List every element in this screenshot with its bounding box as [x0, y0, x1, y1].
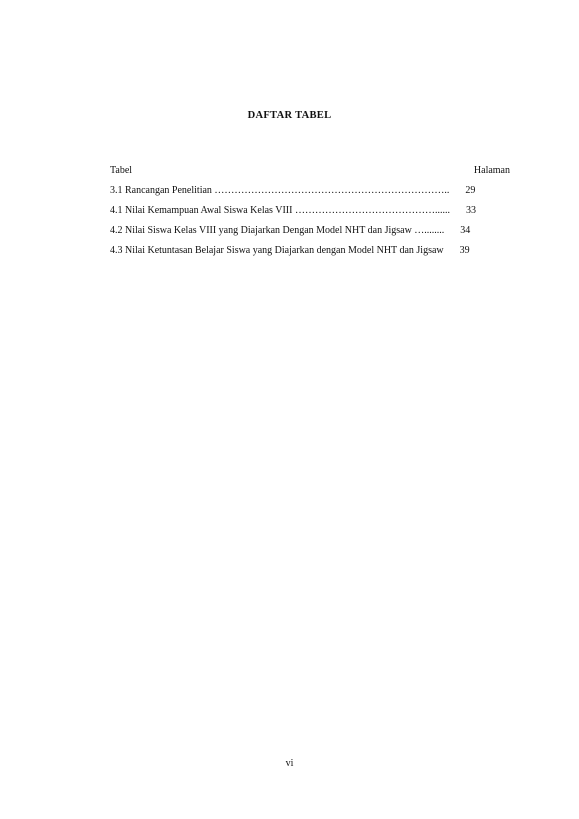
header-tabel: Tabel	[110, 165, 133, 176]
header-halaman: Halaman	[473, 165, 510, 176]
page-title: DAFTAR TABEL	[247, 110, 332, 121]
entry-page: 39	[459, 245, 470, 256]
page-number: vi	[285, 758, 294, 769]
entry-title: 4.1 Nilai Kemampuan Awal Siswa Kelas VIII ……………………………………......	[110, 205, 450, 216]
table-of-tables	[110, 165, 524, 265]
entry-title: 4.3 Nilai Ketuntasan Belajar Siswa yang Diajarkan dengan Model NHT dan Jigsaw	[110, 245, 444, 256]
entry-page: 33	[465, 205, 476, 216]
entry-page: 29	[465, 185, 476, 196]
entry-title: 3.1 Rancangan Penelitian ……………………………………………………………..	[110, 185, 450, 196]
list-item	[110, 245, 524, 265]
list-item	[110, 225, 524, 245]
toc-header	[110, 165, 524, 181]
entry-page: 34	[460, 225, 471, 236]
list-item	[110, 205, 524, 225]
entry-title: 4.2 Nilai Siswa Kelas VIII yang Diajarkan Dengan Model NHT dan Jigsaw …........	[110, 225, 445, 236]
list-item	[110, 185, 524, 205]
